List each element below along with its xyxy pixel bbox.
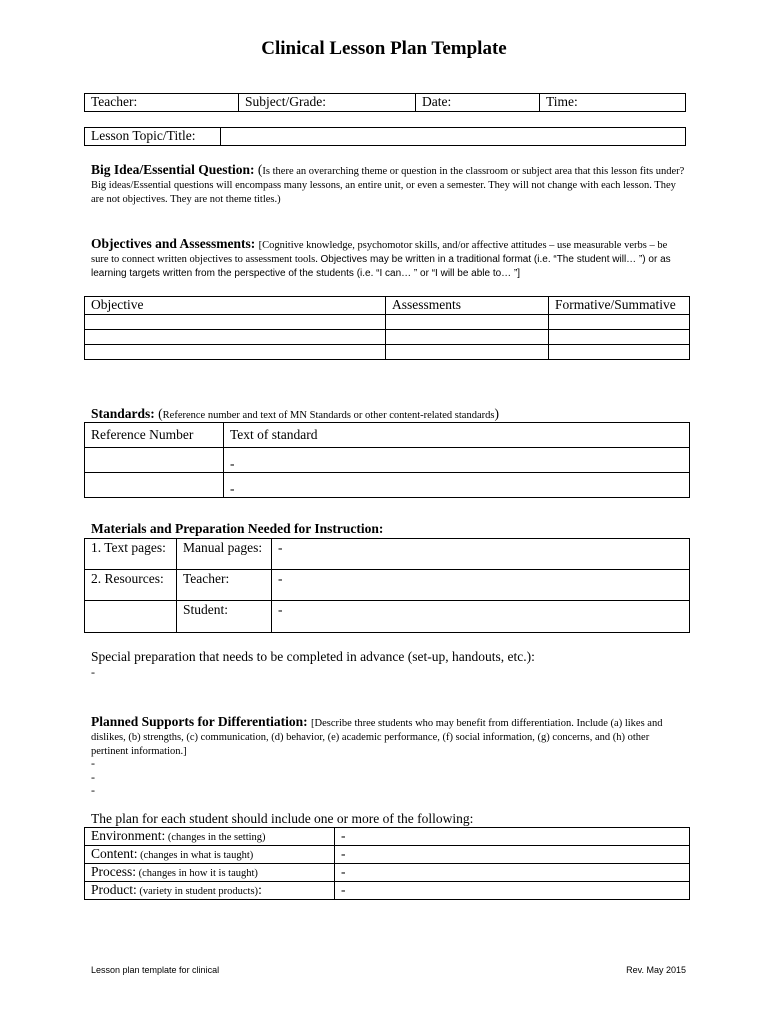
differentiation-dashes (91, 757, 95, 798)
resources-label: 2. Resources: (85, 570, 177, 601)
table-cell[interactable] (549, 315, 690, 330)
environment-cell (85, 828, 335, 846)
materials-heading: Materials and Preparation Needed for Instruction: (91, 521, 384, 536)
product-suffix: : (258, 882, 262, 897)
big-idea-open-paren: ( (257, 162, 263, 177)
standards-heading: Standards: (91, 406, 159, 421)
table-cell[interactable]: - (272, 570, 690, 601)
reference-number-header: Reference Number (85, 423, 224, 448)
date-field[interactable]: Date: (416, 94, 540, 112)
plan-intro: The plan for each student should include one or more of the following: (91, 811, 474, 826)
page-title: Clinical Lesson Plan Template (261, 38, 507, 59)
student-resources-label: Student: (177, 601, 272, 633)
objectives-text-sans: Objectives may be written in a traditional format (i.e. “The student will… ”) or as learning targets written from the perspective of the students (i.e. “I can… ” or “I will be able to… ”] (91, 254, 671, 279)
content-label: Content: (91, 846, 138, 861)
table-cell[interactable]: - (272, 601, 690, 633)
lesson-topic-field[interactable] (221, 128, 686, 146)
lesson-topic-table (84, 127, 686, 146)
teacher-resources-label: Teacher: (177, 570, 272, 601)
differentiation-section (91, 715, 686, 759)
differentiation-text: [Describe three students who may benefit from differentiation. Include (a) likes and dislikes, (b) strengths, (c) communication, (d) behavior, (e) academic performance, (f) social information, (g) concerns, and (h) other pertinent information.] (91, 718, 663, 757)
product-label: Product: (91, 882, 137, 897)
table-cell[interactable]: - (335, 864, 690, 882)
standards-close-paren: ) (494, 406, 499, 421)
standards-text: Reference number and text of MN Standards or other content-related standards (162, 410, 495, 421)
table-cell[interactable] (85, 315, 386, 330)
process-label: Process: (91, 864, 136, 879)
environment-label: Environment: (91, 828, 166, 843)
big-idea-text: Is there an overarching theme or question in the classroom or subject area that this lesson fits under? Big ideas/Essential questions will encompass many lessons, an entire unit, or even a semester. They will not change with each lesson. They are not objectives. They are not theme titles.) (91, 166, 685, 205)
list-item: - (91, 756, 95, 770)
table-cell[interactable]: - (335, 846, 690, 864)
table-cell[interactable] (386, 345, 549, 360)
table-cell[interactable]: - (335, 882, 690, 900)
time-field[interactable]: Time: (540, 94, 686, 112)
footer-right: Rev. May 2015 (626, 965, 686, 975)
product-cell (85, 882, 335, 900)
list-item: - (91, 783, 95, 797)
table-cell[interactable] (85, 330, 386, 345)
table-cell[interactable] (549, 345, 690, 360)
table-cell[interactable] (386, 330, 549, 345)
objective-column-header: Objective (85, 297, 386, 315)
special-prep-text: Special preparation that needs to be completed in advance (set-up, handouts, etc.): (91, 649, 535, 664)
standards-table (84, 422, 690, 498)
objectives-heading: Objectives and Assessments: (91, 236, 259, 251)
formative-summative-column-header: Formative/Summative (549, 297, 690, 315)
content-cell (85, 846, 335, 864)
environment-note: (changes in the setting) (165, 832, 266, 843)
process-note: (changes in how it is taught) (136, 868, 258, 879)
differentiation-heading: Planned Supports for Differentiation: (91, 714, 312, 729)
content-note: (changes in what is taught) (137, 850, 254, 861)
big-idea-heading: Big Idea/Essential Question: (91, 162, 258, 177)
table-cell[interactable] (549, 330, 690, 345)
table-cell[interactable] (386, 315, 549, 330)
table-cell[interactable] (85, 448, 224, 473)
table-cell[interactable]: - (224, 473, 690, 498)
product-note: (variety in student products) (136, 886, 259, 897)
table-cell[interactable]: - (224, 448, 690, 473)
plan-table (84, 827, 690, 900)
standards-section (91, 405, 686, 423)
table-cell[interactable] (85, 345, 386, 360)
header-info-table (84, 93, 686, 112)
footer-left: Lesson plan template for clinical (91, 965, 220, 975)
standards-open-paren: ( (158, 406, 163, 421)
objectives-text-serif: [Cognitive knowledge, psychomotor skills, and/or affective attitudes – use measurable verbs – be sure to connect written objectives to assessment tools. (91, 240, 668, 265)
text-pages-label: 1. Text pages: (85, 539, 177, 570)
text-of-standard-header: Text of standard (224, 423, 690, 448)
subject-grade-field[interactable]: Subject/Grade: (239, 94, 416, 112)
teacher-field[interactable]: Teacher: (85, 94, 239, 112)
list-item: - (91, 769, 95, 784)
big-idea-section (91, 163, 686, 207)
table-cell[interactable]: - (335, 828, 690, 846)
table-cell[interactable] (85, 473, 224, 498)
table-cell[interactable]: - (272, 539, 690, 570)
special-prep-dash: - (91, 665, 95, 679)
table-cell (85, 601, 177, 633)
materials-table (84, 538, 690, 633)
lesson-topic-label: Lesson Topic/Title: (85, 128, 221, 146)
objectives-section (91, 237, 686, 281)
manual-pages-label: Manual pages: (177, 539, 272, 570)
process-cell (85, 864, 335, 882)
assessments-column-header: Assessments (386, 297, 549, 315)
objectives-table (84, 296, 690, 360)
